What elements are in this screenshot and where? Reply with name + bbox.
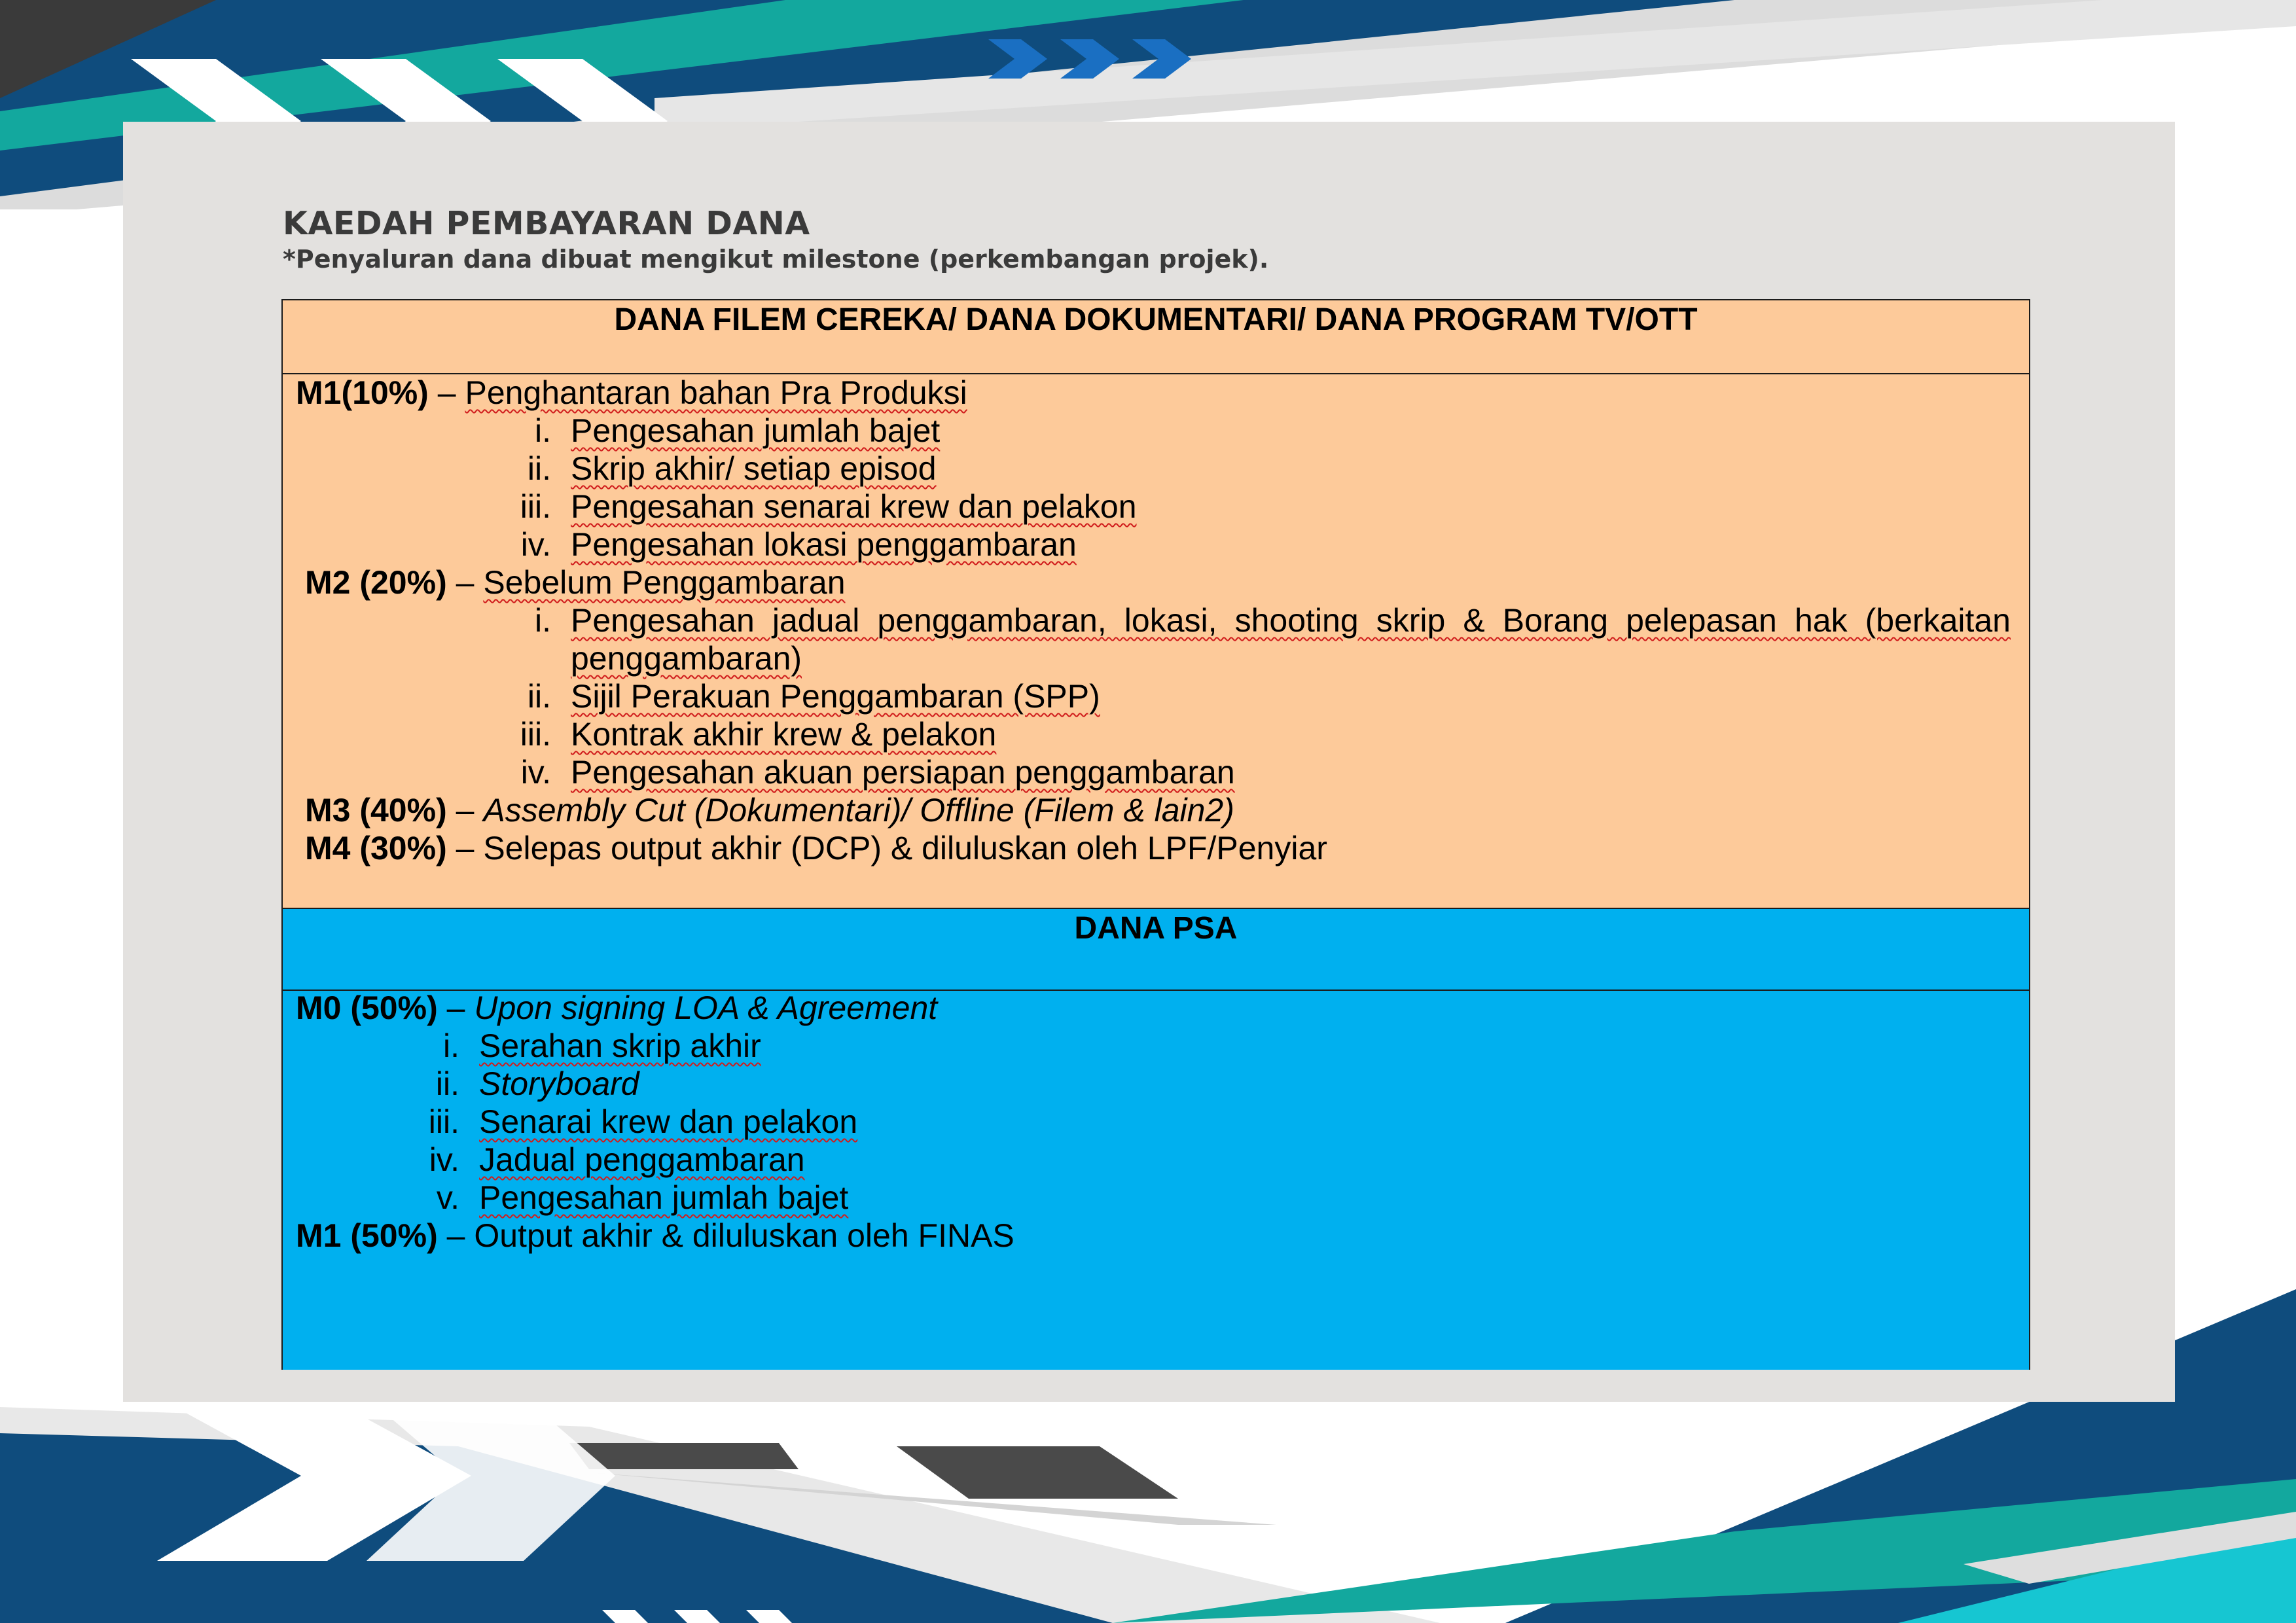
section-film-fund <box>283 300 2029 908</box>
page-note: *Penyaluran dana dibuat mengikut milestone (perkembangan projek). <box>283 245 1269 274</box>
milestone-description: Upon signing LOA & Agreement <box>474 990 938 1026</box>
item-number: iv. <box>429 1141 459 1178</box>
milestone-description: Penghantaran bahan Pra Produksi <box>465 374 967 411</box>
item-number: iii. <box>428 1103 459 1140</box>
section-header-label: DANA PSA <box>1074 911 1238 946</box>
fund-table <box>281 299 2030 1370</box>
list-item: Pengesahan jadual penggambaran, lokasi, shooting skrip & Borang pelepasan hak (berkaitan <box>571 602 2011 639</box>
list-item: Jadual penggambaran <box>479 1141 805 1178</box>
milestone-description: Sebelum Penggambaran <box>483 564 846 601</box>
list-item: Storyboard <box>479 1065 639 1102</box>
milestone-dash: – <box>446 1217 465 1254</box>
milestone-dash: – <box>456 564 475 601</box>
page-title: KAEDAH PEMBAYARAN DANA <box>283 205 810 242</box>
milestone-dash: – <box>446 990 465 1026</box>
section-psa-fund <box>283 908 2029 1370</box>
milestone-dash: – <box>456 792 475 829</box>
list-item-continuation: penggambaran) <box>571 640 802 677</box>
section-header <box>283 300 2029 374</box>
milestone-description: Output akhir & diluluskan oleh FINAS <box>474 1217 1014 1254</box>
milestone-description: Assembly Cut (Dokumentari)/ Offline (Filem & lain2) <box>483 792 1234 829</box>
list-item: Serahan skrip akhir <box>479 1027 761 1064</box>
item-number: iv. <box>520 526 551 563</box>
milestone-code: M0 (50%) <box>296 990 438 1026</box>
item-number: iv. <box>520 754 551 791</box>
section-header-label: DANA FILEM CEREKA/ DANA DOKUMENTARI/ DANA PROGRAM TV/OTT <box>614 302 1698 337</box>
milestone-code: M1 (50%) <box>296 1217 438 1254</box>
list-item: Skrip akhir/ setiap episod <box>571 450 937 487</box>
list-item: Pengesahan akuan persiapan penggambaran <box>571 754 1235 791</box>
item-number: i. <box>443 1027 459 1064</box>
milestone-code: M1(10%) <box>296 374 429 411</box>
item-number: i. <box>535 602 551 639</box>
milestone-dash: – <box>456 830 475 866</box>
item-number: ii. <box>527 450 551 487</box>
list-item: Senarai krew dan pelakon <box>479 1103 858 1140</box>
list-item: Pengesahan jumlah bajet <box>479 1179 849 1216</box>
item-number: ii. <box>527 678 551 715</box>
milestone-description: Selepas output akhir (DCP) & diluluskan oleh LPF/Penyiar <box>483 830 1327 866</box>
item-number: i. <box>535 412 551 449</box>
item-number: ii. <box>435 1065 459 1102</box>
item-number: iii. <box>520 716 551 753</box>
milestone-dash: – <box>437 374 456 411</box>
list-item: Pengesahan jumlah bajet <box>571 412 941 449</box>
list-item: Sijil Perakuan Penggambaran (SPP) <box>571 678 1100 715</box>
item-number: iii. <box>520 488 551 525</box>
list-item: Pengesahan lokasi penggambaran <box>571 526 1077 563</box>
item-number: v. <box>436 1179 459 1216</box>
milestone-code: M3 (40%) <box>305 792 447 829</box>
list-item: Pengesahan senarai krew dan pelakon <box>571 488 1137 525</box>
section-header <box>283 908 2029 991</box>
list-item: Kontrak akhir krew & pelakon <box>571 716 997 753</box>
milestone-code: M4 (30%) <box>305 830 447 866</box>
milestone-code: M2 (20%) <box>305 564 447 601</box>
